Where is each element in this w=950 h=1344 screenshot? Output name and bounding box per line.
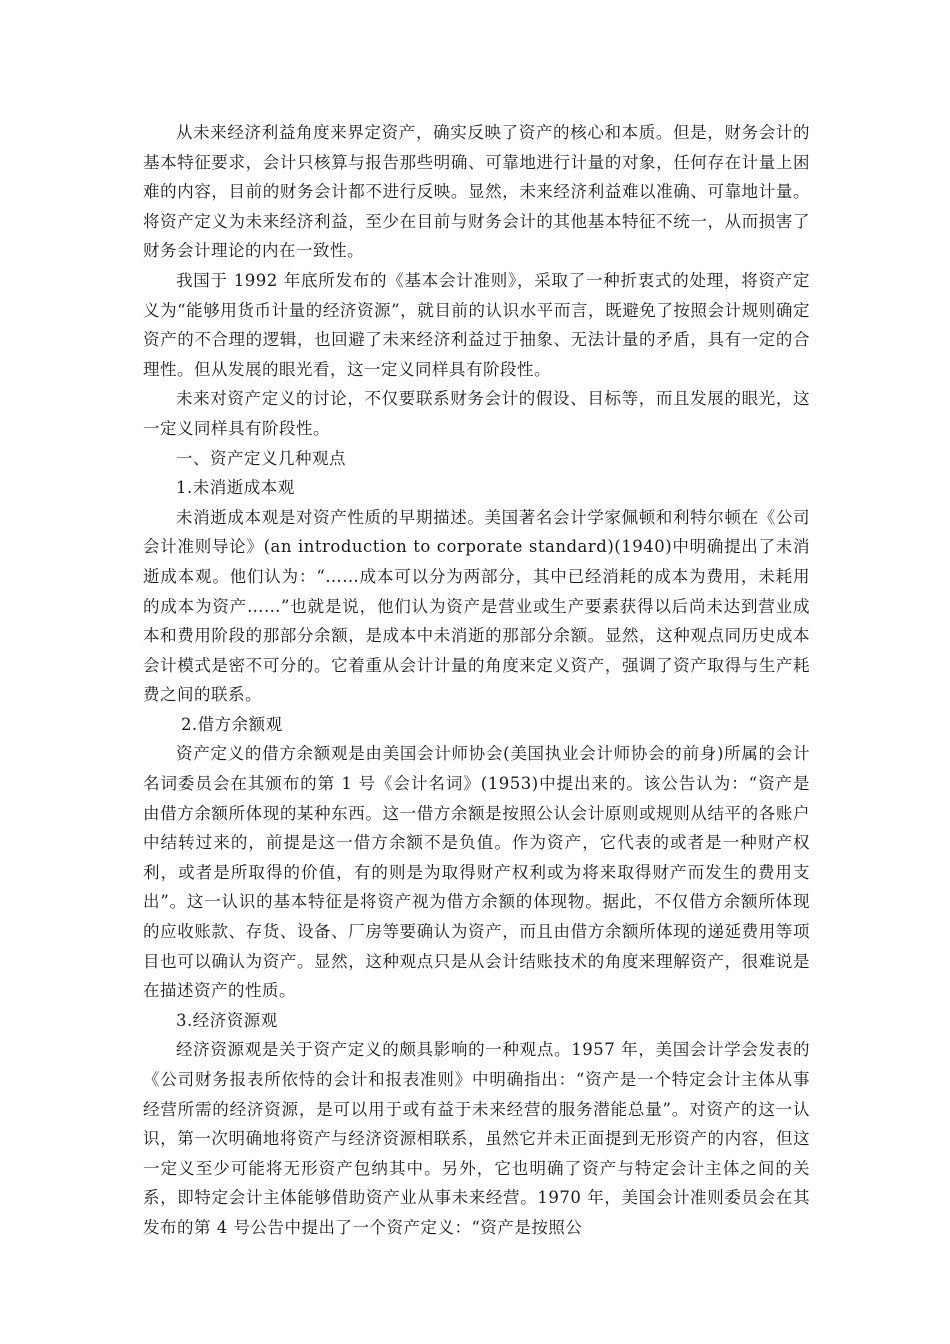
body-paragraph: 经济资源观是关于资产定义的颇具影响的一种观点。1957 年，美国会计学会发表的《公司财务报表所依恃的会计和报表准则》中明确指出：“资产是一个特定会计主体从事经营所需的经济资源，是可以用于或有益于未来经营的服务潜能总量”。对资产的这一认识，第一次明确地将资产与经济资源相联系，虽然它并未正面提到无形资产的内容，但这一定义至少可能将无形资产包纳其中。另外，它也明确了资产与特定会计主体之间的关系，即特定会计主体能够借助资产业从事未来经营。1970 年，美国会计准则委员会在其发布的第 4 号公告中提出了一个资产定义：“资产是按照公 bbox=[143, 1040, 810, 1237]
section-heading: 一、资产定义几种观点 bbox=[176, 448, 346, 468]
body-paragraph: 未消逝成本观是对资产性质的早期描述。美国著名会计学家佩顿和利特尔顿在《公司会计准则导论》(an introduction to corporate standard)(1940)中明确提出了未消逝成本观。他们认为：“……成本可以分为两部分，其中已经消耗的成本为费用，未耗用的成本为资产……”也就是说，他们认为资产是营业或生产要素获得以后尚未达到营业成本和费用阶段的那部分余额，是成本中未消逝的那部分余额。显然，这种观点同历史成本会计模式是密不可分的。它着重从会计计量的角度来定义资产，强调了资产取得与生产耗费之间的联系。 bbox=[143, 507, 810, 705]
subsection-heading: 3.经济资源观 bbox=[176, 1010, 278, 1030]
subsection-heading: 2.借方余额观 bbox=[180, 714, 283, 734]
body-paragraph: 我国于 1992 年底所发布的《基本会计准则》，采取了一种折衷式的处理，将资产定义为“能够用货币计量的经济资源”，就目前的认识水平而言，既避免了按照会计规则确定资产的不合理的逻辑，也回避了未来经济利益过于抽象、无法计量的矛盾，具有一定的合理性。但从发展的眼光看，这一定义同样具有阶段性。 bbox=[143, 270, 810, 379]
body-paragraph: 资产定义的借方余额观是由美国会计师协会(美国执业会计师协会的前身)所属的会计名词委员会在其颁布的第 1 号《会计名词》(1953)中提出来的。该公告认为：“资产是由借方余额所体现的某种东西。这一借方余额是按照公认会计原则或规则从结平的各账户中结转过来的，前提是这一借方余额不是负值。作为资产，它代表的或者是一种财产权利，或者是所取得的价值，有的则是为取得财产权利或为将来取得财产而发生的费用支出”。这一认识的基本特征是将资产视为借方余额的体现物。据此，不仅借方余额所体现的应收账款、存货、设备、厂房等要确认为资产，而且由借方余额所体现的递延费用等项目也可以确认为资产。显然，这种观点只是从会计结账技术的角度来理解资产，很难说是在描述资产的性质。 bbox=[143, 744, 810, 1001]
body-paragraph: 从未来经济利益角度来界定资产，确实反映了资产的核心和本质。但是，财务会计的基本特征要求，会计只核算与报告那些明确、可靠地进行计量的对象，任何存在计量上困难的内容，目前的财务会计都不进行反映。显然，未来经济利益难以准确、可靠地计量。将资产定义为未来经济利益，至少在目前与财务会计的其他基本特征不统一，从而损害了财务会计理论的内在一致性。 bbox=[143, 123, 810, 261]
subsection-heading: 1.未消逝成本观 bbox=[176, 478, 295, 498]
body-paragraph: 未来对资产定义的讨论，不仅要联系财务会计的假设、目标等，而且发展的眼光，这一定义同样具有阶段性。 bbox=[143, 389, 810, 438]
document-body bbox=[143, 118, 810, 1243]
